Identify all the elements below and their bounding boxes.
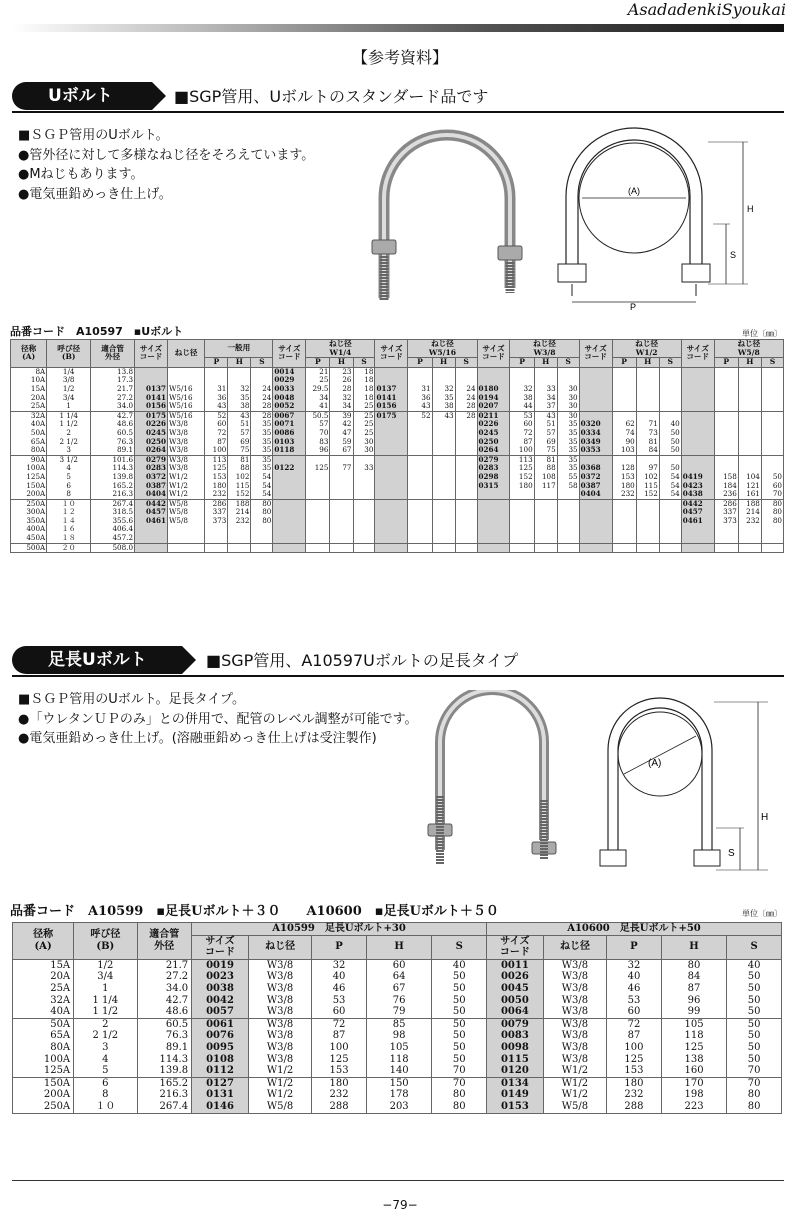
long-u-bolt-spec-table — [12, 922, 782, 1114]
section-description: ■SGP管用、A10597Uボルトの足長タイプ — [206, 651, 519, 670]
feature-item: ■ＳＧＰ管用のUボルト。 — [18, 128, 169, 143]
cell-s: 80 80 80 — [251, 499, 273, 543]
cell-thread: W5/16 W3/8 W3/8 W3/8 W3/8 — [167, 411, 204, 455]
header-h: H — [366, 935, 432, 959]
cell-s — [353, 543, 375, 553]
cell-p — [408, 455, 432, 499]
cell-h — [738, 411, 761, 455]
cell-size-code: 0011 0026 0045 0050 0064 — [487, 959, 544, 1018]
table-row-group — [11, 411, 784, 455]
cell-size-code: 0368 0372 0387 0404 — [579, 455, 612, 499]
cell-s: 50 54 54 54 — [659, 455, 681, 499]
header-s: S — [557, 358, 579, 368]
cell-size: 50A 65A 80A 100A 125A — [13, 1018, 74, 1077]
cell-p: 32 40 46 53 60 — [312, 959, 367, 1018]
cell-p — [510, 499, 534, 543]
header-rule — [12, 24, 784, 32]
section-arrow — [152, 82, 166, 110]
header-p: P — [510, 358, 534, 368]
cell-s: 50 60 70 — [761, 455, 783, 499]
cell-p — [306, 499, 330, 543]
cell-h: 150 178 203 — [366, 1077, 432, 1113]
cell-size-code — [273, 543, 306, 553]
cell-s: 50 50 50 50 70 — [432, 1018, 487, 1077]
cell-pipe-od: 508.0 — [91, 543, 135, 553]
cell-h — [636, 543, 659, 553]
cell-size-code: 0061 0076 0095 0108 0112 — [192, 1018, 249, 1077]
cell-size-code — [375, 499, 408, 543]
section-description: ■SGP管用、Uボルトのスタンダード品です — [174, 87, 489, 106]
header-h: H — [661, 935, 727, 959]
header-thread: ねじ径 — [248, 935, 311, 959]
cell-p — [205, 543, 228, 553]
cell-s — [761, 543, 783, 553]
header-thread-w38: ねじ径 W3/8 — [510, 340, 579, 358]
cell-h: 43 51 57 69 75 — [534, 411, 557, 455]
cell-h — [432, 499, 455, 543]
header-p: P — [306, 358, 330, 368]
cell-s: 35 35 54 54 54 — [251, 455, 273, 499]
cell-size: 500A — [11, 543, 47, 553]
cell-p — [612, 543, 636, 553]
cell-size-code: 0137 0141 0156 — [375, 367, 408, 411]
header-thread: ねじ径 — [543, 935, 606, 959]
cell-size-code: 0279 0283 0298 0315 — [477, 455, 510, 499]
cell-s — [455, 543, 477, 553]
cell-s — [455, 455, 477, 499]
section-title: 足長Uボルト — [12, 646, 182, 674]
cell-p: 180 232 288 — [312, 1077, 367, 1113]
cell-s: 18 18 18 18 25 — [353, 367, 375, 411]
cell-nominal: 1/4 3/8 1/2 3/4 1 — [47, 367, 91, 411]
cell-s — [353, 499, 375, 543]
unit-label: 単位〔㎜〕 — [742, 329, 782, 338]
header-p: P — [205, 358, 228, 368]
cell-h: 60 64 67 76 79 — [366, 959, 432, 1018]
cell-nominal: 6 8 １０ — [74, 1077, 137, 1113]
table-row-group — [11, 455, 784, 499]
cell-pipe-od: 165.2 216.3 267.4 — [137, 1077, 192, 1113]
feature-item: ●Mねじもあります。 — [18, 167, 144, 182]
cell-size-code: 0079 0083 0098 0115 0120 — [487, 1018, 544, 1077]
header-size-code: サイズ コード — [487, 935, 544, 959]
cell-size-code — [579, 499, 612, 543]
cell-size-code: 0419 0423 0438 — [681, 455, 714, 499]
cell-p: 32 40 46 53 60 — [607, 959, 662, 1018]
cell-h — [738, 367, 761, 411]
u-bolt-spec-table — [10, 339, 784, 553]
feature-item: ●電気亜鉛めっき仕上げ。(溶融亜鉛めっき仕上げは受注製作) — [18, 731, 377, 746]
height-label: H — [761, 812, 769, 823]
cell-p: 128 153 180 232 — [612, 455, 636, 499]
header-pipe-od: 適合管 外径 — [91, 340, 135, 368]
feature-list — [18, 126, 314, 204]
cell-h: 81 88 108 117 — [534, 455, 557, 499]
cell-h — [534, 543, 557, 553]
cell-p: 180 232 288 — [607, 1077, 662, 1113]
cell-thread: W3/8 W3/8 W3/8 W3/8 W1/2 — [248, 1018, 311, 1077]
cell-pipe-od: 13.8 17.3 21.7 27.2 34.0 — [91, 367, 135, 411]
header-p: P — [612, 358, 636, 368]
header-a10600: A10600 足長Uボルト+50 — [487, 923, 782, 936]
cell-h: 188 214 232 — [228, 499, 251, 543]
cell-s: 28 — [455, 411, 477, 455]
cell-size: 8A 10A 15A 20A 25A — [11, 367, 47, 411]
header-thread-w516: ねじ径 W5/16 — [408, 340, 477, 358]
cell-size-code: 0019 0023 0038 0042 0057 — [192, 959, 249, 1018]
feature-item: ●管外径に対して多様なねじ径をそろえています。 — [18, 147, 315, 163]
cell-s: 30 30 30 — [557, 367, 579, 411]
cell-thread: W5/16 W5/16 W5/16 — [167, 367, 204, 411]
cell-thread: W3/8 W3/8 W3/8 W3/8 W1/2 — [543, 1018, 606, 1077]
cell-h: 43 51 57 69 75 — [228, 411, 251, 455]
cell-s: 30 35 35 35 35 — [557, 411, 579, 455]
cell-size-code — [135, 543, 168, 553]
header-p: P — [312, 935, 367, 959]
cell-p: 52 60 72 87 100 — [205, 411, 228, 455]
cell-p: 286 337 373 — [714, 499, 738, 543]
header-thread-w14: ねじ径 W1/4 — [306, 340, 375, 358]
cell-p: 158 184 236 — [714, 455, 738, 499]
cell-p: 72 87 100 125 153 — [312, 1018, 367, 1077]
cell-size-code — [477, 543, 510, 553]
cell-p — [408, 499, 432, 543]
cell-s: 70 80 80 — [727, 1077, 782, 1113]
cell-thread: W5/8 W5/8 W5/8 — [167, 499, 204, 543]
cell-size-code — [477, 499, 510, 543]
cell-h: 170 198 223 — [661, 1077, 727, 1113]
footer-rule — [12, 1180, 784, 1181]
cell-size-code — [681, 367, 714, 411]
cell-p — [510, 543, 534, 553]
cell-size-code — [273, 499, 306, 543]
cell-size-code — [579, 367, 612, 411]
cell-nominal: 2 2 1/2 3 4 5 — [74, 1018, 137, 1077]
cell-h: 32 35 38 — [228, 367, 251, 411]
cell-p: 31 36 43 — [205, 367, 228, 411]
cell-s — [659, 543, 681, 553]
cell-size: 90A 100A 125A 150A 200A — [11, 455, 47, 499]
cell-h: 80 84 87 96 99 — [661, 959, 727, 1018]
cell-h: 105 118 125 138 160 — [661, 1018, 727, 1077]
cell-h — [432, 543, 455, 553]
long-u-bolt-dimension-diagram — [588, 690, 778, 890]
cell-s: 28 35 35 35 35 — [251, 411, 273, 455]
cell-h — [330, 543, 353, 553]
cell-h — [738, 543, 761, 553]
cell-size-code: 0175 — [375, 411, 408, 455]
feature-list — [18, 690, 418, 749]
header-p: P — [408, 358, 432, 368]
feature-item: ●電気亜鉛めっき仕上げ。 — [18, 186, 172, 202]
cell-p — [714, 411, 738, 455]
cell-pipe-od: 21.7 27.2 34.0 42.7 48.6 — [137, 959, 192, 1018]
cell-h: 43 — [432, 411, 455, 455]
cell-nominal: 1/2 3/4 1 1 1/4 1 1/2 — [74, 959, 137, 1018]
cell-p: 113 125 152 180 — [510, 455, 534, 499]
cell-size-code — [579, 543, 612, 553]
cell-h — [636, 367, 659, 411]
cell-size-code: 0127 0131 0146 — [192, 1077, 249, 1113]
cell-h: 188 214 232 — [738, 499, 761, 543]
cell-p — [306, 543, 330, 553]
section-underline — [12, 111, 784, 113]
header-s: S — [251, 358, 273, 368]
cell-h: 23 26 28 32 34 — [330, 367, 353, 411]
table-row-group — [11, 499, 784, 543]
cell-thread — [167, 543, 204, 553]
cell-h: 85 98 105 118 140 — [366, 1018, 432, 1077]
cell-size-code: 0180 0194 0207 — [477, 367, 510, 411]
cell-size-code: 0442 0457 0461 — [135, 499, 168, 543]
cell-nominal: ２０ — [47, 543, 91, 553]
cell-size-code: 0014 0029 0033 0048 0052 — [273, 367, 306, 411]
cell-nominal: 1 1/4 1 1/2 2 2 1/2 3 — [47, 411, 91, 455]
header-h: H — [228, 358, 251, 368]
header-size-code: サイズ コード — [135, 340, 168, 368]
cell-p: 31 36 43 — [408, 367, 432, 411]
header-h: H — [534, 358, 557, 368]
cell-h: 104 121 161 — [738, 455, 761, 499]
pitch-label: P — [630, 302, 637, 312]
cell-h: 39 42 47 59 67 — [330, 411, 353, 455]
thread-length-label: S — [728, 848, 735, 859]
cell-s: 80 80 80 — [761, 499, 783, 543]
cell-p — [408, 543, 432, 553]
cell-s: 50 50 50 50 70 — [727, 1018, 782, 1077]
table-row-group — [13, 1077, 782, 1113]
cell-h — [228, 543, 251, 553]
table-row-group — [13, 959, 782, 1018]
section-arrow — [182, 646, 196, 674]
cell-size-code: 0175 0226 0245 0250 0264 — [135, 411, 168, 455]
cell-s — [761, 411, 783, 455]
cell-p: 62 74 90 103 — [612, 411, 636, 455]
cell-p: 286 337 373 — [205, 499, 228, 543]
header-p: P — [607, 935, 662, 959]
cell-h: 97 102 115 152 — [636, 455, 659, 499]
unit-label: 単位〔㎜〕 — [742, 909, 782, 918]
header-general: 一般用 — [205, 340, 273, 358]
cell-thread: W3/8 W3/8 W3/8 W3/8 W3/8 — [248, 959, 311, 1018]
cell-s: 24 24 28 — [455, 367, 477, 411]
cell-size-code: 0279 0283 0372 0387 0404 — [135, 455, 168, 499]
header-s: S — [432, 935, 487, 959]
feature-item: ■ＳＧＰ管用のUボルト。足長タイプ。 — [18, 692, 245, 707]
cell-p: 72 87 100 125 153 — [607, 1018, 662, 1077]
height-label: H — [747, 204, 754, 214]
header-size-code: サイズ コード — [192, 935, 249, 959]
header-h: H — [330, 358, 353, 368]
table-row-group — [11, 543, 784, 553]
cell-size-code — [681, 543, 714, 553]
feature-item: ●「ウレタンＵＰのみ」との併用で、配管のレベル調整が可能です。 — [18, 711, 418, 727]
header-size: 径称 (A) — [13, 923, 74, 960]
cell-p — [612, 499, 636, 543]
cell-h — [330, 499, 353, 543]
header-size-code: サイズ コード — [579, 340, 612, 368]
section-header-u-bolt — [12, 82, 784, 110]
cell-size-code — [375, 543, 408, 553]
u-bolt-dimension-diagram — [548, 124, 778, 314]
cell-h — [432, 455, 455, 499]
diameter-label: (A) — [628, 186, 640, 196]
header-p: P — [714, 358, 738, 368]
cell-size-code — [681, 411, 714, 455]
header-thread-w58: ねじ径 W5/8 — [714, 340, 783, 358]
cell-size-code: 0137 0141 0156 — [135, 367, 168, 411]
section-title: Uボルト — [12, 82, 152, 110]
cell-s — [659, 367, 681, 411]
cell-thread: W3/8 W3/8 W1/2 W1/2 W1/2 — [167, 455, 204, 499]
cell-pipe-od: 60.5 76.3 89.1 114.3 139.8 — [137, 1018, 192, 1077]
cell-s: 40 50 50 50 50 — [432, 959, 487, 1018]
product-code-line: 品番コード A10599 ▪足長Uボルト＋３０ A10600 ▪足長Uボルト＋５０ — [10, 904, 499, 919]
header-s: S — [659, 358, 681, 368]
cell-s: 25 25 25 30 30 — [353, 411, 375, 455]
cell-h — [534, 499, 557, 543]
cell-h — [636, 499, 659, 543]
cell-pipe-od: 101.6 114.3 139.8 165.2 216.3 — [91, 455, 135, 499]
cell-size: 32A 40A 50A 65A 80A — [11, 411, 47, 455]
header-size-code: サイズ コード — [273, 340, 306, 368]
cell-s — [557, 499, 579, 543]
header-s: S — [727, 935, 782, 959]
cell-h: 33 34 37 — [534, 367, 557, 411]
long-u-bolt-photo — [412, 690, 562, 870]
cell-p: 125 — [306, 455, 330, 499]
brand-name: AsadadenkiSyoukai — [627, 0, 786, 19]
cell-s — [455, 499, 477, 543]
u-bolt-photo — [362, 128, 532, 308]
cell-pipe-od: 267.4 318.5 355.6 406.4 457.2 — [91, 499, 135, 543]
header-size: 径称 (A) — [11, 340, 47, 368]
cell-nominal: 3 1/2 4 5 6 8 — [47, 455, 91, 499]
cell-size-code: 0122 — [273, 455, 306, 499]
cell-size-code: 0442 0457 0461 — [681, 499, 714, 543]
cell-nominal: １０ １２ １４ １６ １８ — [47, 499, 91, 543]
cell-p — [714, 543, 738, 553]
section-underline — [12, 675, 784, 677]
cell-size: 15A 20A 25A 32A 40A — [13, 959, 74, 1018]
header-h: H — [738, 358, 761, 368]
cell-size-code — [375, 455, 408, 499]
cell-s: 40 50 50 50 — [659, 411, 681, 455]
cell-size: 150A 200A 250A — [13, 1077, 74, 1113]
cell-p: 53 60 72 87 100 — [510, 411, 534, 455]
header-nominal: 呼び径 (B) — [74, 923, 137, 960]
cell-s: 70 80 80 — [432, 1077, 487, 1113]
cell-size-code: 0211 0226 0245 0250 0264 — [477, 411, 510, 455]
cell-pipe-od: 42.7 48.6 60.5 76.3 89.1 — [91, 411, 135, 455]
cell-thread: W3/8 W3/8 W3/8 W3/8 W3/8 — [543, 959, 606, 1018]
cell-size-code: 0134 0149 0153 — [487, 1077, 544, 1113]
cell-h: 32 35 38 — [432, 367, 455, 411]
cell-s — [557, 543, 579, 553]
cell-p: 50.5 57 70 83 96 — [306, 411, 330, 455]
page-number: −79− — [382, 1198, 418, 1212]
cell-h: 77 — [330, 455, 353, 499]
cell-thread: W1/2 W1/2 W5/8 — [543, 1077, 606, 1113]
diameter-label: (A) — [648, 758, 662, 769]
cell-p: 113 125 153 180 232 — [205, 455, 228, 499]
header-size-code: サイズ コード — [477, 340, 510, 368]
header-thread-w12: ねじ径 W1/2 — [612, 340, 681, 358]
header-a10599: A10599 足長Uボルト+30 — [192, 923, 487, 936]
cell-s — [659, 499, 681, 543]
cell-p: 21 25 29.5 34 41 — [306, 367, 330, 411]
cell-h: 81 88 102 115 152 — [228, 455, 251, 499]
cell-s: 33 — [353, 455, 375, 499]
section-header-long-u-bolt — [12, 646, 784, 674]
cell-size: 250A 300A 350A 400A 450A — [11, 499, 47, 543]
cell-s: 24 24 28 — [251, 367, 273, 411]
cell-p — [714, 367, 738, 411]
table-row-group — [13, 1018, 782, 1077]
cell-p: 32 38 44 — [510, 367, 534, 411]
cell-s — [761, 367, 783, 411]
header-size-code: サイズ コード — [375, 340, 408, 368]
header-s: S — [353, 358, 375, 368]
cell-s — [251, 543, 273, 553]
cell-h: 71 73 81 84 — [636, 411, 659, 455]
cell-s: 35 35 55 58 — [557, 455, 579, 499]
header-thread: ねじ径 — [167, 340, 204, 368]
table-row-group — [11, 367, 784, 411]
header-pipe-od: 適合管 外径 — [137, 923, 192, 960]
header-h: H — [636, 358, 659, 368]
cell-p: 52 — [408, 411, 432, 455]
header-size-code: サイズ コード — [681, 340, 714, 368]
reference-heading: 【参考資料】 — [351, 48, 448, 67]
header-s: S — [761, 358, 783, 368]
header-nominal: 呼び径 (B) — [47, 340, 91, 368]
header-h: H — [432, 358, 455, 368]
cell-p — [612, 367, 636, 411]
header-s: S — [455, 358, 477, 368]
cell-size-code: 0320 0334 0349 0353 — [579, 411, 612, 455]
cell-size-code: 0067 0071 0086 0103 0118 — [273, 411, 306, 455]
product-code-line: 品番コード A10597 ▪Uボルト — [10, 325, 184, 338]
cell-s: 40 50 50 50 50 — [727, 959, 782, 1018]
thread-length-label: S — [730, 250, 737, 260]
cell-thread: W1/2 W1/2 W5/8 — [248, 1077, 311, 1113]
